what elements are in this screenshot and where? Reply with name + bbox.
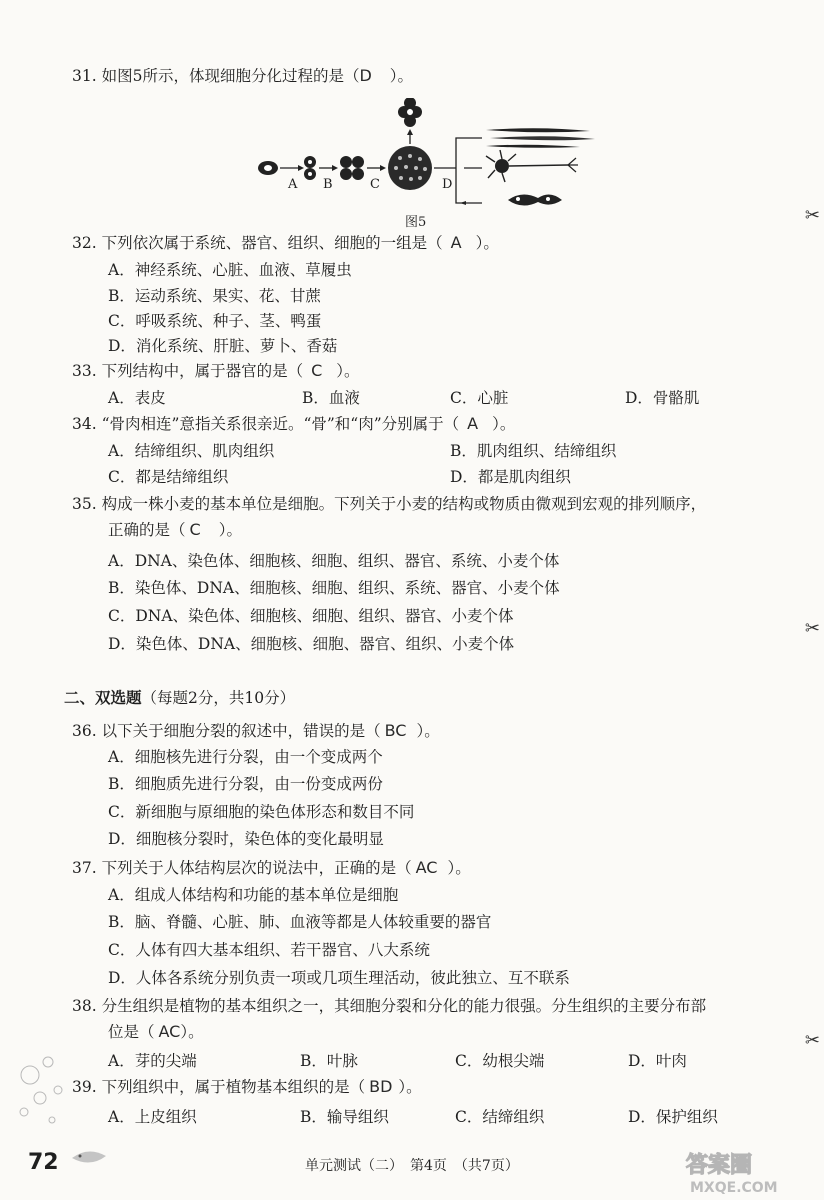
option: A．DNA、染色体、细胞核、细胞、组织、器官、系统、小麦个体 [108,552,560,570]
option: D．都是肌肉组织 [450,468,571,486]
option: B．叶脉 [300,1052,358,1070]
option: B．肌肉组织、结缔组织 [450,442,617,460]
option: D．人体各系统分别负责一项或几项生理活动，彼此独立、互不联系 [108,969,570,987]
figure-caption: 图5 [405,215,427,230]
option: C．结缔组织 [455,1108,545,1126]
option: C．DNA、染色体、细胞核、细胞、组织、器官、小麦个体 [108,607,514,625]
handwritten-answer: A [467,414,479,433]
page-footer: 单元测试（二） 第4页 （共7页） [305,1158,519,1174]
question-37: 37. 下列关于人体结构层次的说法中，正确的是（ AC ）。 [72,858,471,877]
question-32: 32. 下列依次属于系统、器官、组织、细胞的一组是（ A ）。 [72,233,499,252]
option: D．保护组织 [628,1108,718,1126]
figure-label-d: D [442,177,453,192]
handwritten-answer: BD [369,1077,393,1096]
question-31: 31. 如图5所示，体现细胞分化过程的是（D ）。 [72,66,414,85]
option: D．骨骼肌 [625,389,700,407]
option: C．心脏 [450,389,509,407]
figure-label-c: C [370,177,380,192]
handwritten-answer: C [189,520,201,539]
question-38: 38. 分生组织是植物的基本组织之一，其细胞分裂和分化的能力很强。分生组织的主要分布部 [72,997,707,1015]
option: C．都是结缔组织 [108,468,229,486]
option: B．血液 [302,389,360,407]
handwritten-answer: AC [415,858,438,877]
option: A．上皮组织 [108,1108,197,1126]
option: B．脑、脊髓、心脏、肺、血液等都是人体较重要的器官 [108,913,492,931]
option: C．呼吸系统、种子、茎、鸭蛋 [108,312,322,330]
watermark-text: 答案圈 [686,1153,753,1178]
option: D．叶肉 [628,1052,687,1070]
question-33: 33. 下列结构中，属于器官的是（ C ）。 [72,361,360,380]
figure-label-a: A [288,177,298,192]
question-number: 31. [72,67,97,85]
option: B．染色体、DNA、细胞核、细胞、组织、系统、器官、小麦个体 [108,579,560,597]
option: C．新细胞与原细胞的染色体形态和数目不同 [108,803,415,821]
decorative-bubbles-icon [10,1050,120,1180]
question-35: 35. 构成一株小麦的基本单位是细胞。下列关于小麦的结构或物质由微观到宏观的排列顺序， [72,495,707,513]
option: A．神经系统、心脏、血液、草履虫 [108,261,352,279]
option: A．表皮 [108,389,166,407]
option: A．芽的尖端 [108,1052,197,1070]
option: D．染色体、DNA、细胞核、细胞、器官、组织、小麦个体 [108,635,515,653]
scissors-icon: ✂ [804,618,820,639]
section-heading: 二、双选题（每题2分，共10分） [64,689,296,707]
cell-differentiation-figure [250,98,600,216]
question-35-line2: 正确的是（ C ）。 [108,520,242,539]
option: B．细胞质先进行分裂，由一份变成两份 [108,775,383,793]
scissors-icon: ✂ [804,1030,820,1051]
option: C．幼根尖端 [455,1052,545,1070]
option: B．输导组织 [300,1108,389,1126]
handwritten-answer: BC [384,721,407,740]
option: A．细胞核先进行分裂，由一个变成两个 [108,748,383,766]
watermark-url: MXQE.COM [690,1180,778,1196]
option: A．组成人体结构和功能的基本单位是细胞 [108,886,399,904]
option: D．消化系统、肝脏、萝卜、香菇 [108,337,338,355]
option: B．运动系统、果实、花、甘蔗 [108,287,321,305]
question-39: 39. 下列组织中，属于植物基本组织的是（ BD ）。 [72,1077,422,1096]
option: C．人体有四大基本组织、若干器官、八大系统 [108,941,430,959]
figure-label-b: B [323,177,333,192]
handwritten-answer: C [311,361,323,380]
question-36: 36. 以下关于细胞分裂的叙述中，错误的是（ BC ）。 [72,721,440,740]
option: D．细胞核分裂时，染色体的变化最明显 [108,830,384,848]
watermark-logo [676,1146,816,1196]
handwritten-answer: D [359,66,372,85]
handwritten-answer: AC [158,1022,181,1041]
page-number: 72 [28,1150,59,1175]
question-34: 34. “骨肉相连”意指关系很亲近。“骨”和“肉”分别属于（ A ）。 [72,414,516,433]
handwritten-answer: A [450,233,462,252]
scissors-icon: ✂ [804,205,820,226]
option: A．结缔组织、肌肉组织 [108,442,275,460]
question-38-line2: 位是（ AC）。 [108,1022,204,1041]
